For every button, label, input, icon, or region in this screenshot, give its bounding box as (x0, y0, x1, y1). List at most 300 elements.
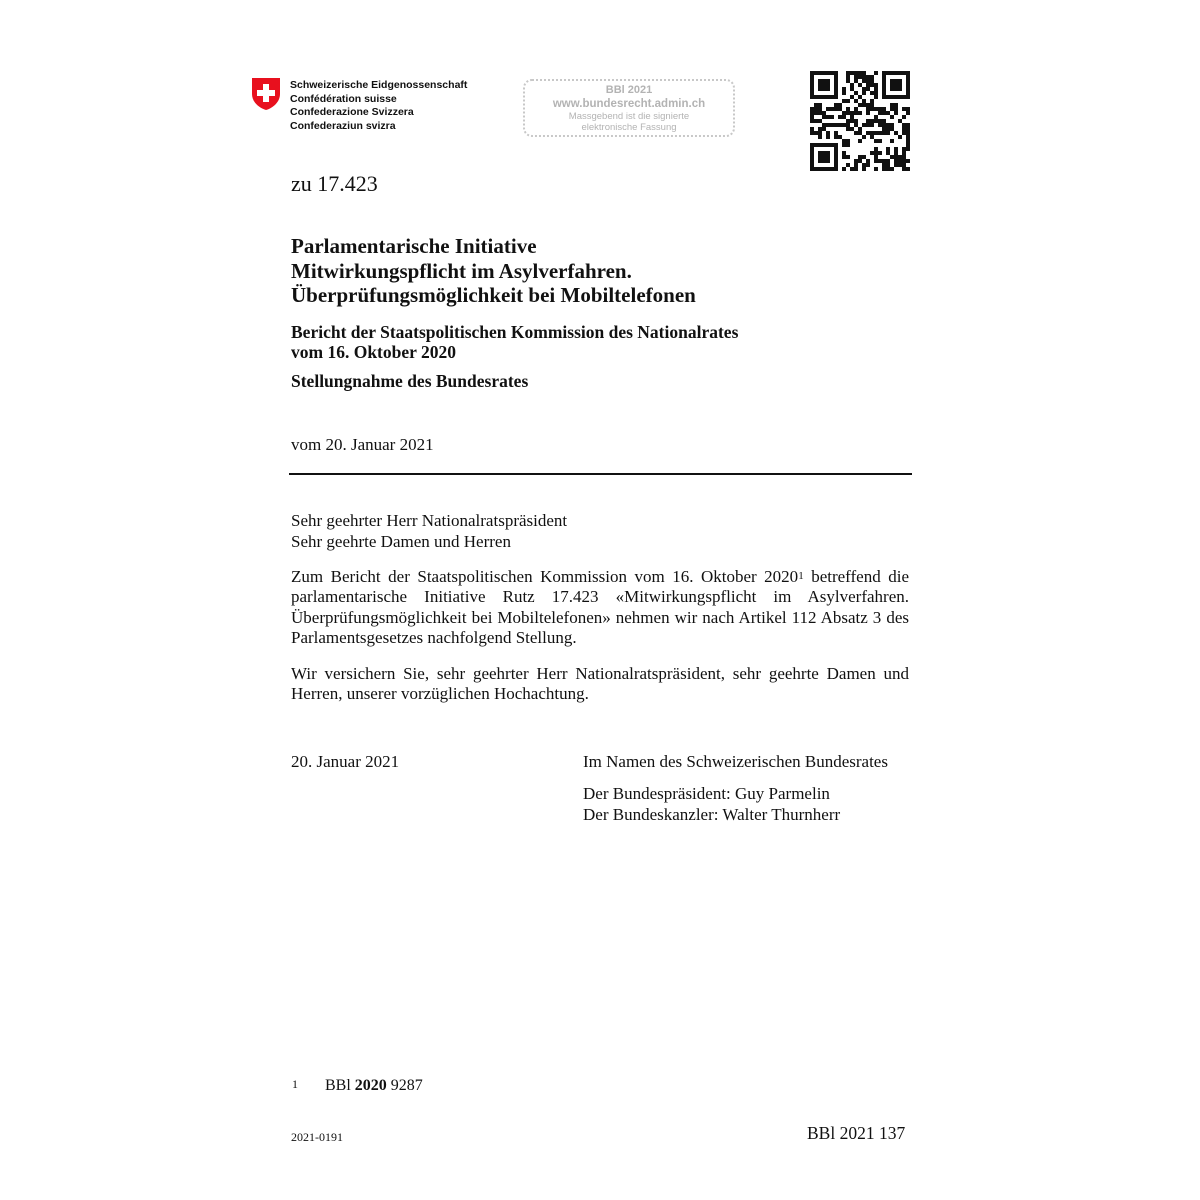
qr-module (842, 143, 846, 147)
qr-module (826, 83, 830, 87)
qr-module (818, 83, 822, 87)
qr-module (902, 71, 906, 75)
qr-module (890, 95, 894, 99)
qr-module (902, 159, 906, 163)
qr-module (870, 79, 874, 83)
qr-module (870, 91, 874, 95)
qr-module (858, 111, 862, 115)
qr-module (822, 95, 826, 99)
qr-module (862, 155, 866, 159)
qr-module (818, 103, 822, 107)
qr-module (870, 151, 874, 155)
qr-module (894, 155, 898, 159)
qr-module (822, 123, 826, 127)
qr-module (870, 99, 874, 103)
qr-module (818, 131, 822, 135)
qr-module (810, 147, 814, 151)
stamp-url: www.bundesrecht.admin.ch (552, 98, 706, 110)
qr-module (814, 111, 818, 115)
subtitle-line: vom 16. Oktober 2020 (291, 342, 456, 362)
qr-module (874, 167, 878, 171)
qr-module (842, 99, 846, 103)
qr-module (810, 143, 814, 147)
qr-module (902, 131, 906, 135)
qr-module (850, 119, 854, 123)
qr-module (850, 127, 854, 131)
qr-module (866, 83, 870, 87)
qr-module (846, 119, 850, 123)
qr-module (810, 107, 814, 111)
signature-on-behalf: Im Namen des Schweizerischen Bundesrates (583, 752, 888, 771)
footnote-text (325, 1077, 423, 1095)
qr-module (886, 147, 890, 151)
qr-module (906, 147, 910, 151)
qr-module (906, 111, 910, 115)
stamp-line: BBl 2021 (605, 84, 653, 96)
document-subtitle (291, 322, 738, 362)
qr-module (862, 91, 866, 95)
qr-module (862, 79, 866, 83)
qr-module (906, 143, 910, 147)
qr-module (834, 75, 838, 79)
qr-module (906, 107, 910, 111)
qr-module (906, 75, 910, 79)
qr-module (902, 155, 906, 159)
qr-module (862, 99, 866, 103)
qr-module (850, 115, 854, 119)
qr-module (826, 143, 830, 147)
qr-module (818, 119, 822, 123)
signature-date: 20. Januar 2021 (291, 752, 400, 771)
qr-module (898, 71, 902, 75)
qr-module (890, 167, 894, 171)
qr-module (858, 75, 862, 79)
qr-module (826, 155, 830, 159)
qr-module (870, 83, 874, 87)
footnote-year: 2020 (354, 1077, 387, 1094)
qr-module (882, 119, 886, 123)
qr-module (854, 107, 858, 111)
qr-module (834, 107, 838, 111)
footnote-suffix: 9287 (386, 1077, 423, 1094)
qr-module (874, 151, 878, 155)
qr-module (898, 87, 902, 91)
page-reference: BBl 2021 137 (807, 1123, 906, 1143)
qr-module (902, 163, 906, 167)
qr-module (834, 83, 838, 87)
qr-module (838, 103, 842, 107)
qr-module (830, 107, 834, 111)
qr-module (850, 83, 854, 87)
qr-module (906, 131, 910, 135)
qr-module (810, 131, 814, 135)
qr-module (894, 163, 898, 167)
qr-module (822, 79, 826, 83)
qr-module (822, 115, 826, 119)
qr-module (810, 159, 814, 163)
qr-module (854, 167, 858, 171)
qr-module (814, 119, 818, 123)
qr-module (822, 127, 826, 131)
qr-module (870, 75, 874, 79)
qr-module (874, 139, 878, 143)
qr-module (858, 83, 862, 87)
qr-module (854, 119, 858, 123)
qr-module (846, 71, 850, 75)
qr-module (890, 71, 894, 75)
qr-module (822, 167, 826, 171)
stamp-line: elektronische Fassung (581, 122, 677, 133)
qr-module (810, 71, 814, 75)
qr-module (878, 123, 882, 127)
qr-module (834, 163, 838, 167)
qr-module (822, 71, 826, 75)
qr-module (810, 79, 814, 83)
qr-module (894, 83, 898, 87)
qr-module (818, 151, 822, 155)
qr-module (834, 71, 838, 75)
qr-module (818, 87, 822, 91)
qr-module (826, 151, 830, 155)
document-number: 2021-0191 (291, 1130, 343, 1144)
qr-module (882, 87, 886, 91)
qr-module (862, 87, 866, 91)
qr-module (874, 159, 878, 163)
qr-module (846, 111, 850, 115)
qr-module (822, 159, 826, 163)
qr-module (890, 87, 894, 91)
qr-module (846, 107, 850, 111)
qr-module (878, 131, 882, 135)
footnote-reference[interactable]: 1 (798, 570, 804, 582)
qr-module (878, 111, 882, 115)
qr-module (834, 135, 838, 139)
qr-module (810, 151, 814, 155)
qr-module (810, 83, 814, 87)
paragraph-text: Zum Bericht der Staatspolitischen Kommission vom 16. Oktober 2020 (291, 567, 799, 586)
qr-module (846, 127, 850, 131)
qr-module (818, 111, 822, 115)
qr-module (822, 83, 826, 87)
confederation-name (290, 79, 467, 133)
qr-module (894, 95, 898, 99)
qr-module (842, 123, 846, 127)
qr-module (902, 147, 906, 151)
qr-module (894, 111, 898, 115)
qr-module (886, 123, 890, 127)
qr-module (842, 91, 846, 95)
salutation (291, 511, 567, 552)
qr-module (854, 163, 858, 167)
body-paragraph (291, 567, 909, 648)
qr-module (854, 75, 858, 79)
qr-module (838, 115, 842, 119)
qr-module (810, 155, 814, 159)
qr-module (854, 71, 858, 75)
confederation-line: Confederazione Svizzera (290, 106, 414, 119)
qr-module (846, 123, 850, 127)
qr-module (822, 87, 826, 91)
qr-module (890, 103, 894, 107)
qr-module (874, 115, 878, 119)
qr-module (882, 127, 886, 131)
qr-module (886, 111, 890, 115)
qr-module (882, 91, 886, 95)
qr-module (826, 115, 830, 119)
qr-module (866, 119, 870, 123)
qr-module (818, 71, 822, 75)
signature-chancellor: Der Bundeskanzler: Walter Thurnherr (583, 804, 841, 824)
confederation-line: Confederaziun svizra (290, 119, 396, 132)
qr-module (826, 135, 830, 139)
qr-module (886, 151, 890, 155)
qr-module (866, 163, 870, 167)
qr-module (874, 87, 878, 91)
statement-title: Stellungnahme des Bundesrates (291, 371, 529, 391)
qr-module (838, 135, 842, 139)
qr-module (834, 155, 838, 159)
qr-module (818, 135, 822, 139)
qr-module (870, 131, 874, 135)
qr-module (890, 107, 894, 111)
qr-module (898, 159, 902, 163)
qr-module (826, 95, 830, 99)
qr-module (822, 111, 826, 115)
qr-module (882, 83, 886, 87)
qr-module (842, 167, 846, 171)
qr-module (858, 127, 862, 131)
qr-module (834, 87, 838, 91)
qr-module (882, 163, 886, 167)
stamp-line: Massgebend ist die signierte (568, 111, 690, 122)
qr-module (890, 123, 894, 127)
qr-module (814, 167, 818, 171)
qr-module (894, 131, 898, 135)
qr-module (850, 167, 854, 171)
qr-module (830, 167, 834, 171)
qr-module (834, 131, 838, 135)
qr-module (890, 139, 894, 143)
qr-module (906, 167, 910, 171)
qr-module (874, 155, 878, 159)
qr-module (810, 163, 814, 167)
qr-module (822, 143, 826, 147)
qr-module (882, 79, 886, 83)
qr-module (826, 87, 830, 91)
qr-module (818, 143, 822, 147)
qr-module (810, 127, 814, 131)
qr-module (886, 127, 890, 131)
qr-module (838, 107, 842, 111)
qr-module (842, 115, 846, 119)
qr-module (890, 83, 894, 87)
qr-module (866, 111, 870, 115)
qr-module (882, 71, 886, 75)
qr-module (894, 71, 898, 75)
qr-module (882, 167, 886, 171)
qr-module (906, 83, 910, 87)
qr-module (906, 95, 910, 99)
qr-module (834, 91, 838, 95)
qr-module (898, 83, 902, 87)
qr-module (894, 103, 898, 107)
qr-module (890, 127, 894, 131)
qr-module (834, 95, 838, 99)
qr-module (874, 83, 878, 87)
qr-module (826, 71, 830, 75)
qr-module (846, 99, 850, 103)
qr-module (890, 79, 894, 83)
qr-module (898, 155, 902, 159)
qr-module (826, 159, 830, 163)
qr-module (874, 91, 878, 95)
qr-module (902, 167, 906, 171)
qr-module (858, 139, 862, 143)
qr-module (906, 87, 910, 91)
swiss-flag-icon (251, 77, 281, 111)
qr-module (818, 155, 822, 159)
qr-module (858, 95, 862, 99)
qr-module (878, 119, 882, 123)
qr-module (870, 123, 874, 127)
qr-module (854, 123, 858, 127)
qr-module (814, 71, 818, 75)
qr-module (858, 159, 862, 163)
qr-module (862, 163, 866, 167)
title-line: Überprüfungsmöglichkeit bei Mobiltelefonen (291, 283, 696, 307)
salutation-line: Sehr geehrte Damen und Herren (291, 531, 511, 551)
qr-module (906, 127, 910, 131)
qr-module (818, 127, 822, 131)
salutation-line: Sehr geehrter Herr Nationalratspräsident (291, 511, 568, 530)
qr-module (826, 123, 830, 127)
qr-module (814, 131, 818, 135)
qr-module (902, 127, 906, 131)
qr-module (854, 79, 858, 83)
qr-module (906, 139, 910, 143)
qr-module (854, 91, 858, 95)
qr-module (842, 155, 846, 159)
qr-module (842, 111, 846, 115)
qr-module (842, 139, 846, 143)
qr-module (886, 71, 890, 75)
qr-module (890, 155, 894, 159)
qr-module (862, 75, 866, 79)
qr-module (846, 143, 850, 147)
qr-module (830, 71, 834, 75)
qr-module (826, 79, 830, 83)
qr-module (886, 159, 890, 163)
qr-module (818, 79, 822, 83)
qr-module (878, 139, 882, 143)
qr-module (810, 87, 814, 91)
qr-module (874, 71, 878, 75)
qr-module (882, 159, 886, 163)
qr-module (850, 87, 854, 91)
qr-module (858, 155, 862, 159)
qr-module (902, 123, 906, 127)
qr-module (870, 107, 874, 111)
qr-module (898, 135, 902, 139)
qr-module (898, 79, 902, 83)
qr-module (846, 75, 850, 79)
document-date: vom 20. Januar 2021 (291, 435, 434, 454)
qr-module (894, 79, 898, 83)
qr-module (862, 167, 866, 171)
qr-module (886, 163, 890, 167)
qr-module (878, 159, 882, 163)
qr-module (862, 71, 866, 75)
qr-module (818, 167, 822, 171)
confederation-line: Confédération suisse (290, 92, 397, 105)
qr-module (810, 115, 814, 119)
qr-module (894, 159, 898, 163)
qr-module (898, 95, 902, 99)
qr-module (862, 103, 866, 107)
title-line: Mitwirkungspflicht im Asylverfahren. (291, 258, 632, 283)
qr-module (874, 119, 878, 123)
qr-module (854, 131, 858, 135)
qr-module (850, 95, 854, 99)
qr-module (882, 123, 886, 127)
document-title (291, 234, 696, 308)
qr-module (874, 131, 878, 135)
qr-module (810, 167, 814, 171)
qr-module (830, 95, 834, 99)
qr-module (874, 147, 878, 151)
qr-module (906, 159, 910, 163)
qr-module (826, 167, 830, 171)
qr-module (882, 107, 886, 111)
qr-module (906, 135, 910, 139)
qr-module (846, 139, 850, 143)
qr-module (814, 107, 818, 111)
qr-module (898, 119, 902, 123)
qr-module (902, 151, 906, 155)
qr-module (834, 123, 838, 127)
qr-module (894, 147, 898, 151)
subtitle-line: Bericht der Staatspolitischen Kommission des Nationalrates (291, 322, 739, 342)
qr-module (854, 159, 858, 163)
qr-module (814, 143, 818, 147)
qr-module (858, 131, 862, 135)
qr-module (878, 151, 882, 155)
qr-module (866, 131, 870, 135)
qr-module (834, 167, 838, 171)
qr-module (814, 95, 818, 99)
qr-module (842, 87, 846, 91)
qr-module (866, 107, 870, 111)
qr-module (858, 103, 862, 107)
qr-module (882, 75, 886, 79)
qr-module (882, 95, 886, 99)
qr-module (890, 115, 894, 119)
qr-module (834, 103, 838, 107)
qr-module (874, 95, 878, 99)
qr-module (826, 107, 830, 111)
confederation-line: Schweizerische Eidgenossenschaft (290, 79, 468, 91)
qr-module (898, 163, 902, 167)
title-line: Parlamentarische Initiative (291, 234, 537, 258)
closing-paragraph: Wir versichern Sie, sehr geehrter Herr Nationalratspräsident, sehr geehrte Damen und Herren, unserer vorzüglichen Hochachtung. (291, 664, 909, 704)
qr-module (906, 79, 910, 83)
qr-module (862, 135, 866, 139)
qr-module (830, 115, 834, 119)
document-reference: zu 17.423 (291, 171, 378, 196)
qr-module (902, 107, 906, 111)
qr-module (822, 155, 826, 159)
qr-module (902, 115, 906, 119)
